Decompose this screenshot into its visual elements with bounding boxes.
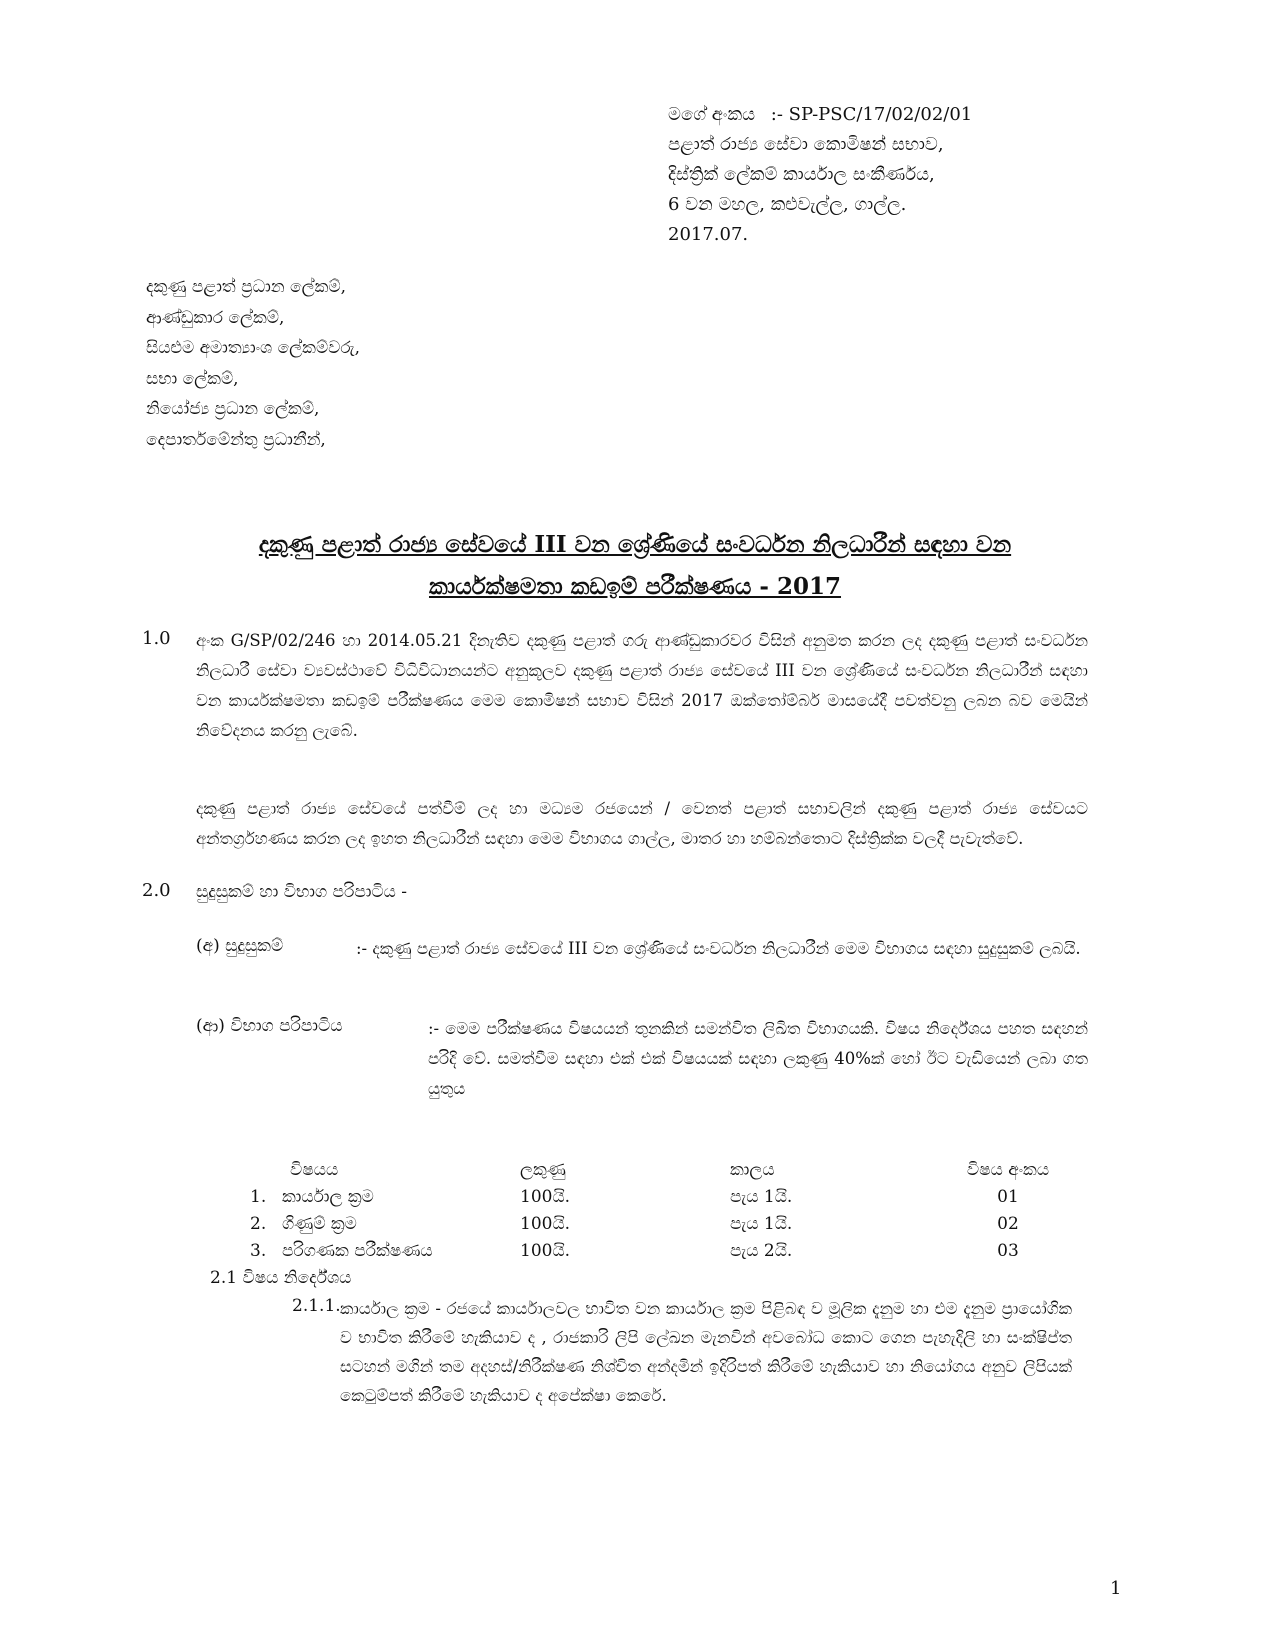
table-row bbox=[250, 1237, 1068, 1264]
recipient: සභා ලේකම්, bbox=[146, 368, 239, 389]
row-subject-code: 02 bbox=[997, 1213, 1019, 1234]
table-header-row bbox=[250, 1156, 1068, 1183]
document-title bbox=[140, 524, 1130, 608]
header-marks: ලකුණු bbox=[520, 1159, 566, 1180]
title-line-2: කාර්යක්ෂමතා කඩඉම් පරීක්ෂණය - 2017 bbox=[428, 573, 842, 600]
row-number: 1. bbox=[250, 1186, 267, 1207]
exam-subjects-table bbox=[250, 1156, 1068, 1264]
exam-procedure-text: :- මෙම පරීක්ෂණය විෂයයන් තුනකින් සමන්විත ලිඛිත විභාගයකි. විෂය නිර්දේශය පහත සඳහන් පරිදි වේ. සමත්වීම සඳහා එක් එක් විෂයයක් සඳහා ලකුණු 40%ක් හෝ ඊට වැඩියෙන් ලබා ගත යුතුය bbox=[428, 1019, 1088, 1098]
recipient: සියළුම අමාත්‍යාංශ ලේකම්වරු, bbox=[146, 338, 361, 358]
row-subject: කාර්යාල ක්‍රම bbox=[282, 1186, 374, 1207]
row-subject: ගිණුම් ක්‍රම bbox=[282, 1213, 357, 1234]
row-time: පැය 1යි. bbox=[730, 1186, 793, 1207]
reference-number: :- SP-PSC/17/02/02/01 bbox=[770, 104, 973, 125]
address-line: 6 වන මහල, කළුවැල්ල, ගාල්ල. bbox=[668, 194, 907, 215]
row-marks: 100යි. bbox=[520, 1240, 571, 1261]
header-number bbox=[250, 1156, 282, 1183]
letter-date: 2017.07. bbox=[668, 224, 749, 245]
recipient: නියෝජ්‍ය ප්‍රධාන ලේකම්, bbox=[146, 399, 320, 419]
address-line: දිස්ත්‍රික් ලේකම් කාර්යාල සංකීර්ණය, bbox=[668, 164, 935, 185]
address-line: පළාත් රාජ්‍ය සේවා කොමිෂන් සභාව, bbox=[668, 134, 944, 155]
syllabus-heading: 2.1 විෂය නිර්දේශය bbox=[210, 1268, 352, 1288]
row-number: 3. bbox=[250, 1240, 267, 1261]
exam-procedure-label: (ආ) විභාග පරිපාටිය bbox=[196, 1016, 343, 1036]
syllabus-item-number: 2.1.1. bbox=[292, 1296, 341, 1316]
section-1-number: 1.0 bbox=[142, 628, 171, 649]
row-time: පැය 2යි. bbox=[730, 1240, 793, 1261]
section-2-heading: සුදුසුකම් හා විභාග පරිපාටිය - bbox=[196, 882, 408, 902]
header-subject-code: විෂය අංකය bbox=[966, 1159, 1050, 1180]
letter-header bbox=[668, 100, 1228, 250]
row-number: 2. bbox=[250, 1213, 267, 1234]
row-subject-code: 01 bbox=[997, 1186, 1019, 1207]
reference-label: මගේ අංකය bbox=[668, 104, 756, 125]
section-2-number: 2.0 bbox=[142, 880, 171, 901]
syllabus-item-text: කාර්යාල ක්‍රම - රජයේ කාර්යාලවල භාවිත වන කාර්යාල ක්‍රම පිළිබඳ ව මූලික දැනුම හා එම දැනුම ප්‍රායෝගික ව භාවිත කිරීමේ හැකියාව ද , රාජකාරි ලිපි ලේඛන මැනවින් අවබෝධ කොට ගෙන පැහැදිලි හා සංක්ෂිප්ත සටහන් මගින් තම අදහස්/නිරීක්ෂණ නිශ්චිත අන්දමින් ඉදිරිපත් කිරීමේ හැකියාව හා නියෝගය අනුව ලිපියක් කෙටුම්පත් කිරීමේ හැකියාව ද අපේක්ෂා කෙරේ. bbox=[340, 1299, 1072, 1405]
qualifications-label: (අ) සුදුසුකම් bbox=[196, 936, 284, 956]
recipients-list bbox=[146, 272, 666, 455]
table-row bbox=[250, 1183, 1068, 1210]
row-subject: පරිගණක පරීක්ෂණය bbox=[282, 1240, 433, 1261]
table-row bbox=[250, 1210, 1068, 1237]
row-marks: 100යි. bbox=[520, 1213, 571, 1234]
title-line-1: දකුණු පළාත් රාජ්‍ය සේවයේ III වන ශ්‍රේණියේ සංවර්ධන නිලධාරීන් සඳහා වන bbox=[258, 531, 1012, 558]
recipient: දකුණු පළාත් ප්‍රධාන ලේකම්, bbox=[146, 277, 347, 297]
section-1-paragraph-1: අංක G/SP/02/246 හා 2014.05.21 දිනැතිව දකුණු පළාත් ගරු ආණ්ඩුකාරවර විසින් අනුමත කරන ලද දකුණු පළාත් සංවර්ධන නිලධාරී සේවා ව්‍යවස්ථාවේ විධිවිධානයන්ට අනුකූලව දකුණු පළාත් රාජ්‍ය සේවයේ III වන ශ්‍රේණියේ සංවර්ධන නිලධාරීන් සඳහා වන කාර්යක්ෂමතා කඩඉම් පරීක්ෂණය මෙම කොමිෂන් සභාව විසින් 2017 ඔක්තෝම්බර් මාසයේදී පවත්වනු ලබන බව මෙයින් නිවේදනය කරනු ලැබේ. bbox=[196, 631, 1088, 740]
recipient: ආණ්ඩුකාර ලේකම්, bbox=[146, 307, 285, 328]
header-time: කාලය bbox=[730, 1159, 775, 1180]
reference-line bbox=[668, 100, 1228, 130]
header-subject: විෂයය bbox=[290, 1159, 339, 1180]
qualifications-text: :- දකුණු පළාත් රාජ්‍ය සේවයේ III වන ශ්‍රේණියේ සංවර්ධන නිලධාරීන් මෙම විභාගය සඳහා සුදුසුකම් ලබයි. bbox=[356, 939, 1081, 958]
row-subject-code: 03 bbox=[997, 1240, 1019, 1261]
row-marks: 100යි. bbox=[520, 1186, 571, 1207]
page-number: 1 bbox=[1110, 1578, 1122, 1599]
section-1-paragraph-2: දකුණු පළාත් රාජ්‍ය සේවයේ පත්වීම් ලද හා මධ්‍යම රජයෙන් / වෙනත් පළාත් සභාවලින් දකුණු පළාත් රාජ්‍ය සේවයට අන්තර්ග්‍රහණය කරන ලද ඉහත නිලධාරීන් සඳහා මෙම විභාගය ගාල්ල, මාතර හා හම්බන්තොට දිස්ත්‍රික්ක වලදී පැවැත්වේ. bbox=[196, 799, 1088, 848]
row-time: පැය 1යි. bbox=[730, 1213, 793, 1234]
recipient: දෙපාර්තමේන්තු ප්‍රධානීන්, bbox=[146, 429, 326, 450]
